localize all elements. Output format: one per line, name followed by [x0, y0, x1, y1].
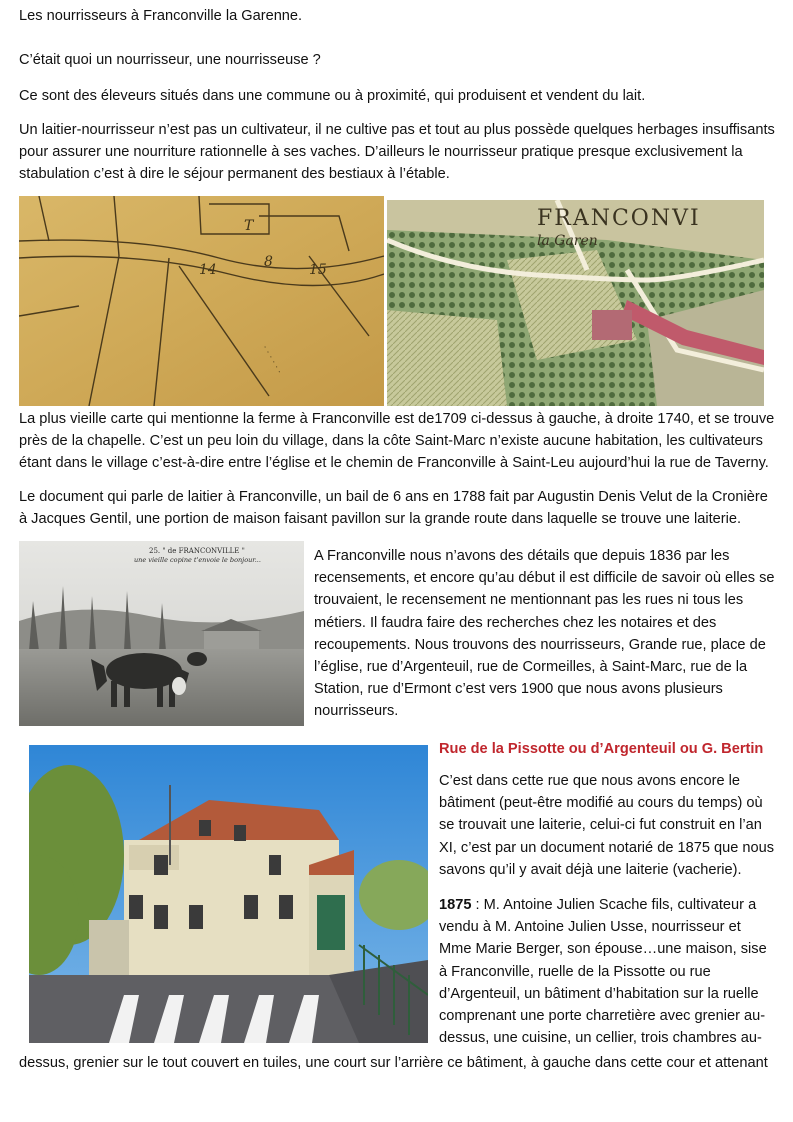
laiterie-building-photo [29, 745, 428, 1043]
map-1709-label-t: T [244, 218, 254, 234]
svg-text:. . . . . .: . . . . . . [261, 342, 286, 375]
postcard-cow-image [19, 541, 304, 726]
map-1709-image [19, 196, 384, 406]
map-1709-label-15: 15 [309, 262, 327, 278]
map-1740-label-garenne: la Garen [537, 233, 598, 249]
postcard-caption-subtitle: une vieille copine t'envoie le bonjour... [134, 556, 261, 564]
sale-1875-continuation: dessus, grenier sur le tout couvert en tuiles, une court sur l’arrière ce bâtiment, à gauche dans cette cour et attenant [19, 1055, 768, 1071]
map-1709-label-14: 14 [199, 262, 217, 278]
sale-1875-paragraph [439, 894, 777, 1049]
intro-title: Les nourrisseurs à Franconville la Garenne. [19, 8, 303, 24]
map-1740-label-franconville: FRANCONVI [537, 206, 701, 231]
census-paragraph: A Franconville nous n’avons des détails que depuis 1836 par les recensements, et encore qu’au début il est difficile de savoir où elles se trouvaient, le recensement ne mentionnant pas les rues ni tous les métiers. Il faudra faire des recherches chez les notaires et des recoupements. Nous trouvons des nourrisseurs, Grande rue, place de l’église, rue d’Argenteuil, rue de Cormeilles, à Saint-Marc, rue de la Station, rue d’Ermont c’est vers 1900 que nous avons plusieurs nourrisseurs. [314, 548, 775, 720]
intro-definition: Ce sont des éleveurs situés dans une commune ou à proximité, qui produisent et vendent du lait. [19, 88, 646, 104]
postcard-caption-title: 25. " de FRANCONVILLE " [149, 547, 245, 555]
intro-question: C’était quoi un nourrisseur, une nourrisseuse ? [19, 52, 321, 68]
section-title-rue-pissotte: Rue de la Pissotte ou d’Argenteuil ou G. Bertin [439, 741, 764, 757]
laiterie-building-paragraph: C’est dans cette rue que nous avons encore le bâtiment (peut-être modifié au cours du temps) où se trouvait une laiterie, celui-ci fut construit en l’an XI, c’est par un document notarié de 1875 que nous savons qu’il y avait déjà une laiterie (vacherie). [439, 773, 775, 878]
maps-description: La plus vieille carte qui mentionne la ferme à Franconville est de1709 ci-dessus à gauche, à droite 1740, et se trouve près de la chapelle. C’est un peu loin du village, dans la côte Saint-Marc n’existe aucune habitation, les cultivateurs étant dans le village c’est-à-dire entre l’église et le chemin de Franconville à Saint-Leu aujourd’hui la rue de Taverny. [19, 411, 775, 472]
map-1740-image [387, 200, 764, 406]
intro-explanation: Un laitier-nourrisseur n’est pas un cultivateur, il ne cultive pas et tout au plus possède quelques herbages insuffisants pour assurer une nourriture rationnelle à ses vaches. D’ailleurs le nourrisseur pratique presque exclusivement la stabulation c’est à dire le séjour permanent des bestiaux à l’étable. [19, 122, 775, 183]
sale-text: : M. Antoine Julien Scache fils, cultivateur a vendu à M. Antoine Julien Usse, nourrisseur et Mme Marie Berger, son épouse…une maison, sise à Franconville, ruelle de la Pissotte ou rue d’Argenteuil, un bâtiment d’habitation sur la ruelle comprenant une porte charretière avec grenier au-dessus, une cuisine, un cellier, trois chambres au- [439, 897, 767, 1047]
map-1709-label-8: 8 [264, 254, 273, 270]
sale-year: 1875 [439, 897, 472, 913]
lease-1788-paragraph: Le document qui parle de laitier à Franconville, un bail de 6 ans en 1788 fait par Augustin Denis Velut de la Cronière à Jacques Gentil, une portion de maison faisant pavillon sur la grande route dans laquelle se trouve une laiterie. [19, 489, 768, 528]
